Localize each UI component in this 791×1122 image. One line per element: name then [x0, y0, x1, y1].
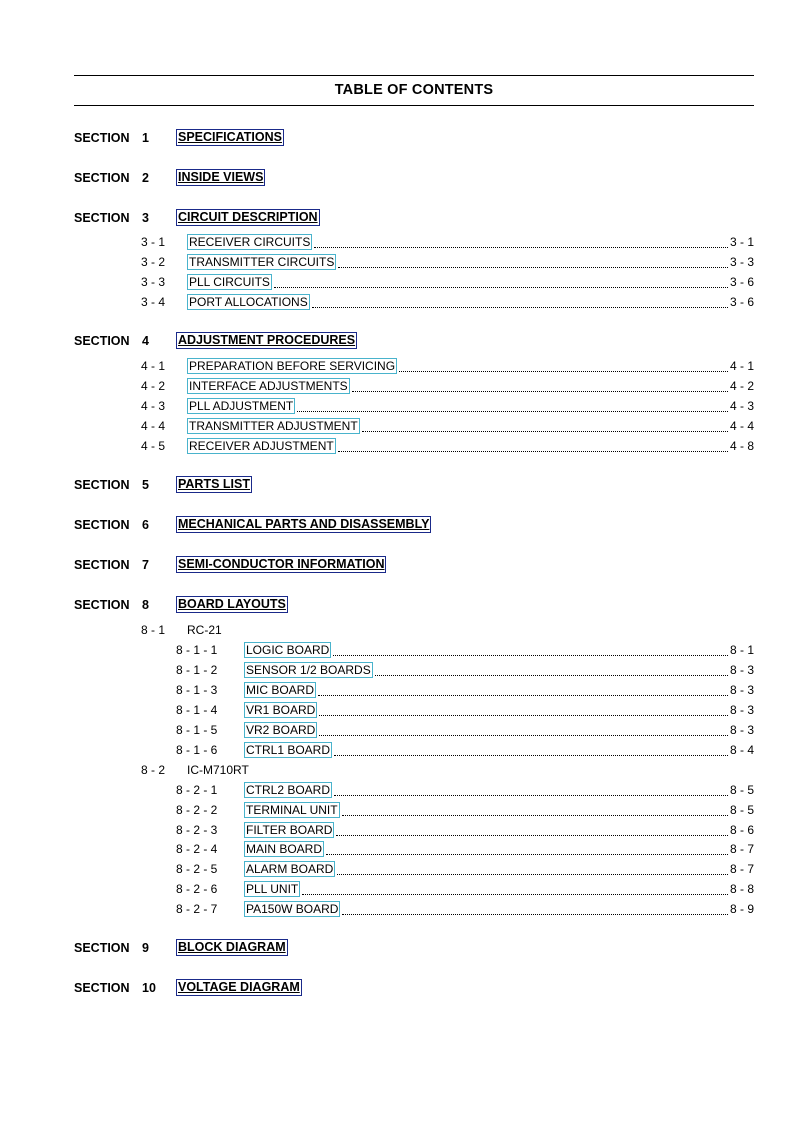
group-number: 8 - 2 [141, 763, 166, 777]
section-label: SECTION [74, 981, 130, 995]
page-number: 4 - 1 [729, 359, 754, 373]
entry-line [187, 417, 754, 435]
top-rule [74, 75, 754, 76]
toc-entry-4-5 [0, 437, 791, 455]
toc-entry-8-1-5 [0, 721, 791, 739]
entry-number: 8 - 2 - 7 [176, 902, 218, 916]
section-link-voltage-diagram[interactable]: VOLTAGE DIAGRAM [178, 980, 300, 994]
toc-entry-8-2-1 [0, 781, 791, 799]
section-label: SECTION [74, 598, 130, 612]
dot-leader [375, 664, 728, 676]
entry-line [187, 293, 754, 311]
entry-number: 8 - 2 - 6 [176, 882, 218, 896]
section-number: 4 [142, 334, 149, 348]
entry-number: 4 - 3 [141, 399, 166, 413]
section-9-row [0, 939, 791, 957]
section-4-row [0, 332, 791, 350]
entry-link-ctrl2-board[interactable]: CTRL2 BOARD [246, 783, 331, 797]
entry-number: 8 - 2 - 1 [176, 783, 218, 797]
entry-link-transmitter-circuits[interactable]: TRANSMITTER CIRCUITS [189, 255, 335, 269]
section-label: SECTION [74, 211, 130, 225]
entry-number: 8 - 2 - 2 [176, 803, 218, 817]
dot-leader [338, 256, 728, 268]
dot-leader [342, 903, 728, 915]
toc-group-8-2 [0, 761, 791, 779]
entry-line [244, 880, 754, 898]
entry-link-mic-board[interactable]: MIC BOARD [246, 683, 315, 697]
page-number: 3 - 3 [729, 255, 754, 269]
section-link-block-diagram[interactable]: BLOCK DIAGRAM [178, 940, 286, 954]
entry-line [187, 273, 754, 291]
entry-link-port-allocations[interactable]: PORT ALLOCATIONS [189, 295, 308, 309]
section-link-adjustment-procedures[interactable]: ADJUSTMENT PROCEDURES [178, 333, 356, 347]
entry-number: 8 - 2 - 3 [176, 823, 218, 837]
entry-line [244, 661, 754, 679]
page-number: 8 - 5 [729, 803, 754, 817]
dot-leader [352, 380, 728, 392]
page-number: 4 - 4 [729, 419, 754, 433]
entry-number: 8 - 1 - 1 [176, 643, 218, 657]
section-1-row [0, 129, 791, 147]
toc-entry-8-1-2 [0, 661, 791, 679]
entry-number: 4 - 4 [141, 419, 166, 433]
entry-line [244, 821, 754, 839]
entry-number: 4 - 5 [141, 439, 166, 453]
page-title: TABLE OF CONTENTS [334, 82, 494, 98]
dot-leader [319, 724, 728, 736]
entry-line [244, 860, 754, 878]
entry-link-pll-unit[interactable]: PLL UNIT [246, 882, 299, 896]
entry-line [244, 681, 754, 699]
dot-leader [326, 843, 728, 855]
dot-leader [319, 704, 728, 716]
section-number: 1 [142, 131, 149, 145]
entry-link-pll-circuits[interactable]: PLL CIRCUITS [189, 275, 270, 289]
entry-line [244, 840, 754, 858]
section-number: 7 [142, 558, 149, 572]
page-number: 3 - 6 [729, 275, 754, 289]
entry-link-filter-board[interactable]: FILTER BOARD [246, 823, 333, 837]
dot-leader [336, 824, 728, 836]
toc-entry-4-1 [0, 357, 791, 375]
toc-entry-4-3 [0, 397, 791, 415]
entry-line [187, 357, 754, 375]
group-title: IC-M710RT [187, 763, 249, 777]
toc-entry-8-2-5 [0, 860, 791, 878]
page-number: 8 - 3 [729, 703, 754, 717]
toc-group-8-1 [0, 621, 791, 639]
section-link-board-layouts[interactable]: BOARD LAYOUTS [178, 597, 286, 611]
dot-leader [362, 420, 728, 432]
entry-number: 8 - 1 - 3 [176, 683, 218, 697]
entry-link-vr2-board[interactable]: VR2 BOARD [246, 723, 316, 737]
entry-link-preparation-before-servicing[interactable]: PREPARATION BEFORE SERVICING [189, 359, 396, 373]
page-number: 8 - 7 [729, 862, 754, 876]
toc-entry-3-4 [0, 293, 791, 311]
entry-line [244, 741, 754, 759]
section-8-row [0, 596, 791, 614]
entry-link-transmitter-adjustment[interactable]: TRANSMITTER ADJUSTMENT [189, 419, 358, 433]
entry-line [187, 437, 754, 455]
section-label: SECTION [74, 334, 130, 348]
toc-entry-8-1-6 [0, 741, 791, 759]
toc-entry-8-2-7 [0, 900, 791, 918]
section-link-circuit-description[interactable]: CIRCUIT DESCRIPTION [178, 210, 318, 224]
entry-number: 8 - 2 - 4 [176, 842, 218, 856]
page-number: 4 - 2 [729, 379, 754, 393]
entry-number: 3 - 2 [141, 255, 166, 269]
page-number: 8 - 7 [729, 842, 754, 856]
entry-link-terminal-unit[interactable]: TERMINAL UNIT [246, 803, 338, 817]
section-link-parts-list[interactable]: PARTS LIST [178, 477, 250, 491]
dot-leader [337, 863, 728, 875]
group-title: RC-21 [187, 623, 222, 637]
entry-link-interface-adjustments[interactable]: INTERFACE ADJUSTMENTS [189, 379, 348, 393]
entry-line [187, 377, 754, 395]
page-number: 8 - 4 [729, 743, 754, 757]
toc-entry-8-1-1 [0, 641, 791, 659]
entry-number: 8 - 1 - 2 [176, 663, 218, 677]
toc-entry-8-1-4 [0, 701, 791, 719]
dot-leader [318, 684, 728, 696]
toc-entry-8-2-2 [0, 801, 791, 819]
entry-number: 3 - 1 [141, 235, 166, 249]
section-label: SECTION [74, 131, 130, 145]
page-number: 8 - 9 [729, 902, 754, 916]
dot-leader [342, 804, 728, 816]
dot-leader [334, 784, 728, 796]
section-number: 9 [142, 941, 149, 955]
bottom-rule [74, 105, 754, 106]
section-number: 8 [142, 598, 149, 612]
section-2-row [0, 169, 791, 187]
entry-line [187, 253, 754, 271]
toc-entry-3-1 [0, 233, 791, 251]
dot-leader [312, 296, 728, 308]
page-number: 8 - 1 [729, 643, 754, 657]
toc-entry-8-2-4 [0, 840, 791, 858]
entry-line [244, 641, 754, 659]
dot-leader [297, 400, 728, 412]
dot-leader [302, 883, 728, 895]
toc-entry-8-2-3 [0, 821, 791, 839]
page-number: 8 - 8 [729, 882, 754, 896]
dot-leader [338, 440, 728, 452]
section-label: SECTION [74, 941, 130, 955]
section-label: SECTION [74, 518, 130, 532]
toc-entry-8-2-6 [0, 880, 791, 898]
entry-number: 3 - 3 [141, 275, 166, 289]
section-link-inside-views[interactable]: INSIDE VIEWS [178, 170, 264, 184]
page-number: 8 - 3 [729, 663, 754, 677]
page-number: 8 - 5 [729, 783, 754, 797]
entry-number: 8 - 2 - 5 [176, 862, 218, 876]
entry-line [244, 900, 754, 918]
toc-entry-8-1-3 [0, 681, 791, 699]
entry-line [244, 801, 754, 819]
section-number: 6 [142, 518, 149, 532]
entry-link-pll-adjustment[interactable]: PLL ADJUSTMENT [189, 399, 294, 413]
section-number: 2 [142, 171, 149, 185]
entry-link-alarm-board[interactable]: ALARM BOARD [246, 862, 334, 876]
section-link-semi-conductor-information[interactable]: SEMI-CONDUCTOR INFORMATION [178, 557, 385, 571]
toc-entry-4-2 [0, 377, 791, 395]
section-number: 10 [142, 981, 156, 995]
section-number: 5 [142, 478, 149, 492]
section-3-row [0, 209, 791, 227]
entry-number: 4 - 2 [141, 379, 166, 393]
entry-line [244, 781, 754, 799]
entry-number: 8 - 1 - 5 [176, 723, 218, 737]
entry-link-receiver-circuits[interactable]: RECEIVER CIRCUITS [189, 235, 311, 249]
entry-link-sensor-boards[interactable]: SENSOR 1/2 BOARDS [246, 663, 371, 677]
section-7-row [0, 556, 791, 574]
dot-leader [399, 360, 728, 372]
page-number: 8 - 6 [729, 823, 754, 837]
entry-number: 8 - 1 - 4 [176, 703, 218, 717]
section-link-specifications[interactable]: SPECIFICATIONS [178, 130, 282, 144]
section-label: SECTION [74, 478, 130, 492]
group-number: 8 - 1 [141, 623, 166, 637]
entry-line [244, 721, 754, 739]
entry-link-main-board[interactable]: MAIN BOARD [246, 842, 323, 856]
entry-link-ctrl1-board[interactable]: CTRL1 BOARD [246, 743, 331, 757]
page-number: 8 - 3 [729, 723, 754, 737]
section-label: SECTION [74, 558, 130, 572]
dot-leader [274, 276, 728, 288]
entry-link-pa150w-board[interactable]: PA150W BOARD [246, 902, 339, 916]
entry-number: 4 - 1 [141, 359, 166, 373]
dot-leader [314, 236, 728, 248]
entry-line [187, 233, 754, 251]
section-10-row [0, 979, 791, 997]
entry-number: 3 - 4 [141, 295, 166, 309]
page-number: 3 - 1 [729, 235, 754, 249]
section-6-row [0, 516, 791, 534]
entry-line [244, 701, 754, 719]
page-number: 3 - 6 [729, 295, 754, 309]
toc-entry-3-3 [0, 273, 791, 291]
page-number: 4 - 8 [729, 439, 754, 453]
dot-leader [334, 744, 728, 756]
section-number: 3 [142, 211, 149, 225]
entry-number: 8 - 1 - 6 [176, 743, 218, 757]
entry-line [187, 397, 754, 415]
entry-link-vr1-board[interactable]: VR1 BOARD [246, 703, 316, 717]
section-label: SECTION [74, 171, 130, 185]
page-number: 4 - 3 [729, 399, 754, 413]
entry-link-logic-board[interactable]: LOGIC BOARD [246, 643, 330, 657]
page-number: 8 - 3 [729, 683, 754, 697]
section-link-mechanical-parts[interactable]: MECHANICAL PARTS AND DISASSEMBLY [178, 517, 430, 531]
toc-entry-3-2 [0, 253, 791, 271]
section-5-row [0, 476, 791, 494]
entry-link-receiver-adjustment[interactable]: RECEIVER ADJUSTMENT [189, 439, 334, 453]
dot-leader [333, 644, 728, 656]
toc-entry-4-4 [0, 417, 791, 435]
